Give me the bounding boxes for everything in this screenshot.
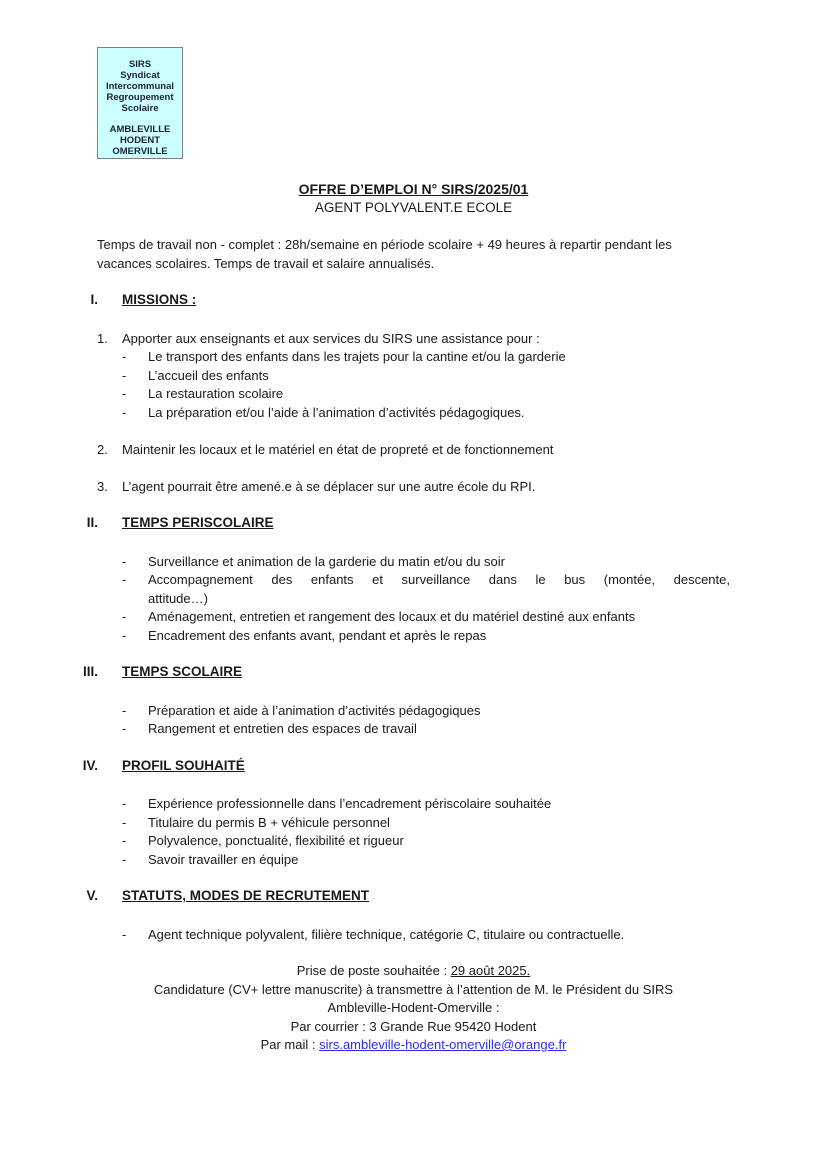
dash-bullet: - — [122, 721, 127, 736]
logo-line: Syndicat — [120, 70, 160, 81]
start-date-label: Prise de poste souhaitée : — [296, 963, 451, 978]
section-numeral: V. — [86, 888, 98, 903]
section-title: TEMPS PERISCOLAIRE — [122, 515, 274, 530]
list-item — [122, 385, 730, 404]
list-item — [122, 571, 730, 608]
section-numeral: II. — [86, 515, 98, 530]
item-number: 2. — [97, 441, 108, 457]
section-heading-profil-souhaite — [82, 757, 730, 776]
section-title: PROFIL SOUHAITÉ — [122, 757, 245, 773]
item-text: L’agent pourrait être amené.e à se déplacer sur une autre école du RPI. — [122, 478, 536, 494]
list-item — [122, 627, 730, 646]
list-item-text: Le transport des enfants dans les trajets pour la cantine et/ou la garderie — [148, 349, 566, 364]
list-item — [122, 832, 730, 851]
item-number: 3. — [97, 478, 108, 494]
list-item — [122, 795, 730, 814]
document-title — [97, 180, 730, 199]
list-item-text: La restauration scolaire — [148, 386, 284, 401]
dash-bullet: - — [122, 814, 127, 830]
dash-bullet: - — [122, 349, 127, 364]
dash-bullet: - — [122, 404, 127, 420]
list-item — [122, 553, 730, 572]
numbered-item — [97, 478, 730, 497]
list-item-text — [148, 571, 730, 608]
application-line: Candidature (CV+ lettre manuscrite) à transmettre à l’attention de M. le Président du SIRS — [153, 981, 674, 997]
list-item-text: Surveillance et animation de la garderie du matin et/ou du soir — [148, 553, 505, 569]
list-item — [122, 608, 730, 627]
email-line — [97, 1036, 730, 1055]
section-heading-temps-scolaire — [82, 663, 730, 682]
email-label: Par mail : — [260, 1037, 320, 1052]
footer-block — [97, 962, 730, 1055]
section-heading-statuts — [86, 887, 730, 906]
dash-bullet: - — [122, 553, 127, 569]
wrapped-line: attitude…) — [148, 590, 208, 606]
start-date-value: 29 août 2025. — [450, 963, 531, 978]
section-numeral: IV. — [82, 757, 98, 773]
organization-line: Ambleville-Hodent-Omerville : — [327, 1000, 500, 1015]
list-item-text: Préparation et aide à l’animation d’activités pédagogiques — [148, 702, 481, 718]
dash-bullet: - — [122, 386, 127, 401]
document-title-text: OFFRE D’EMPLOI N° SIRS/2025/01 — [298, 181, 529, 197]
list-item — [122, 348, 730, 367]
dash-bullet: - — [122, 627, 127, 643]
start-date-line — [97, 962, 730, 981]
document-subtitle: AGENT POLYVALENT.E ECOLE — [314, 199, 513, 215]
section-title: MISSIONS : — [122, 292, 197, 307]
list-item-text: L’accueil des enfants — [148, 367, 269, 383]
list-item-text: Rangement et entretien des espaces de travail — [148, 721, 417, 736]
logo-line: Scolaire — [121, 103, 159, 114]
dash-bullet: - — [122, 367, 127, 383]
logo-line: SIRS — [128, 59, 152, 70]
list-item — [122, 814, 730, 833]
section-heading-missions — [90, 291, 730, 310]
section-numeral: III. — [82, 664, 98, 679]
postal-address-line: Par courrier : 3 Grande Rue 95420 Hodent — [290, 1018, 537, 1034]
email-link[interactable]: sirs.ambleville-hodent-omerville@orange.fr — [319, 1037, 567, 1052]
item-number: 1. — [97, 330, 108, 346]
list-item — [122, 367, 730, 386]
numbered-item — [97, 330, 730, 349]
logo-line: Intercommunal — [105, 81, 175, 92]
list-item — [122, 404, 730, 423]
numbered-item — [97, 441, 730, 460]
list-item-text: La préparation et/ou l’aide à l’animation d’activités pédagogiques. — [148, 404, 525, 420]
logo-line: AMBLEVILLE — [109, 124, 171, 135]
dash-bullet: - — [122, 572, 127, 587]
dash-bullet: - — [122, 851, 127, 867]
list-item-text: Aménagement, entretien et rangement des locaux et du matériel destiné aux enfants — [148, 609, 636, 624]
section-title: STATUTS, MODES DE RECRUTEMENT — [122, 888, 370, 903]
title-block — [97, 180, 730, 217]
justified-line: Accompagnement des enfants et surveillance dans le bus (montée, descente, — [148, 572, 730, 587]
logo-line: HODENT — [119, 135, 161, 146]
dash-bullet: - — [122, 796, 127, 811]
list-item-text: Agent technique polyvalent, filière technique, catégorie C, titulaire ou contractuelle. — [148, 926, 625, 942]
dash-bullet: - — [122, 609, 127, 624]
item-text: Apporter aux enseignants et aux services du SIRS une assistance pour : — [122, 330, 540, 346]
list-item-text: Polyvalence, ponctualité, flexibilité et rigueur — [148, 833, 404, 848]
list-item-text: Savoir travailler en équipe — [148, 851, 299, 867]
section-heading-temps-periscolaire — [86, 514, 730, 533]
item-text: Maintenir les locaux et le matériel en état de propreté et de fonctionnement — [122, 441, 554, 457]
list-item-text: Expérience professionnelle dans l’encadrement périscolaire souhaitée — [148, 796, 552, 811]
list-item — [122, 720, 730, 739]
intro-paragraph: Temps de travail non - complet : 28h/semaine en période scolaire + 49 heures à repartir pendant les vacances scolaires. Temps de travail et salaire annualisés. — [97, 237, 672, 271]
section-title: TEMPS SCOLAIRE — [122, 664, 243, 679]
section-numeral: I. — [90, 292, 98, 307]
logo-line: Regroupement — [106, 92, 174, 103]
dash-bullet: - — [122, 702, 127, 718]
list-item-text: Titulaire du permis B + véhicule personnel — [148, 814, 390, 830]
list-item — [122, 702, 730, 721]
logo-line: OMERVILLE — [112, 146, 168, 157]
dash-bullet: - — [122, 833, 127, 848]
list-item — [122, 851, 730, 870]
sirs-logo — [97, 47, 183, 159]
list-item — [122, 926, 730, 945]
dash-bullet: - — [122, 926, 127, 942]
list-item-text: Encadrement des enfants avant, pendant et après le repas — [148, 627, 487, 643]
